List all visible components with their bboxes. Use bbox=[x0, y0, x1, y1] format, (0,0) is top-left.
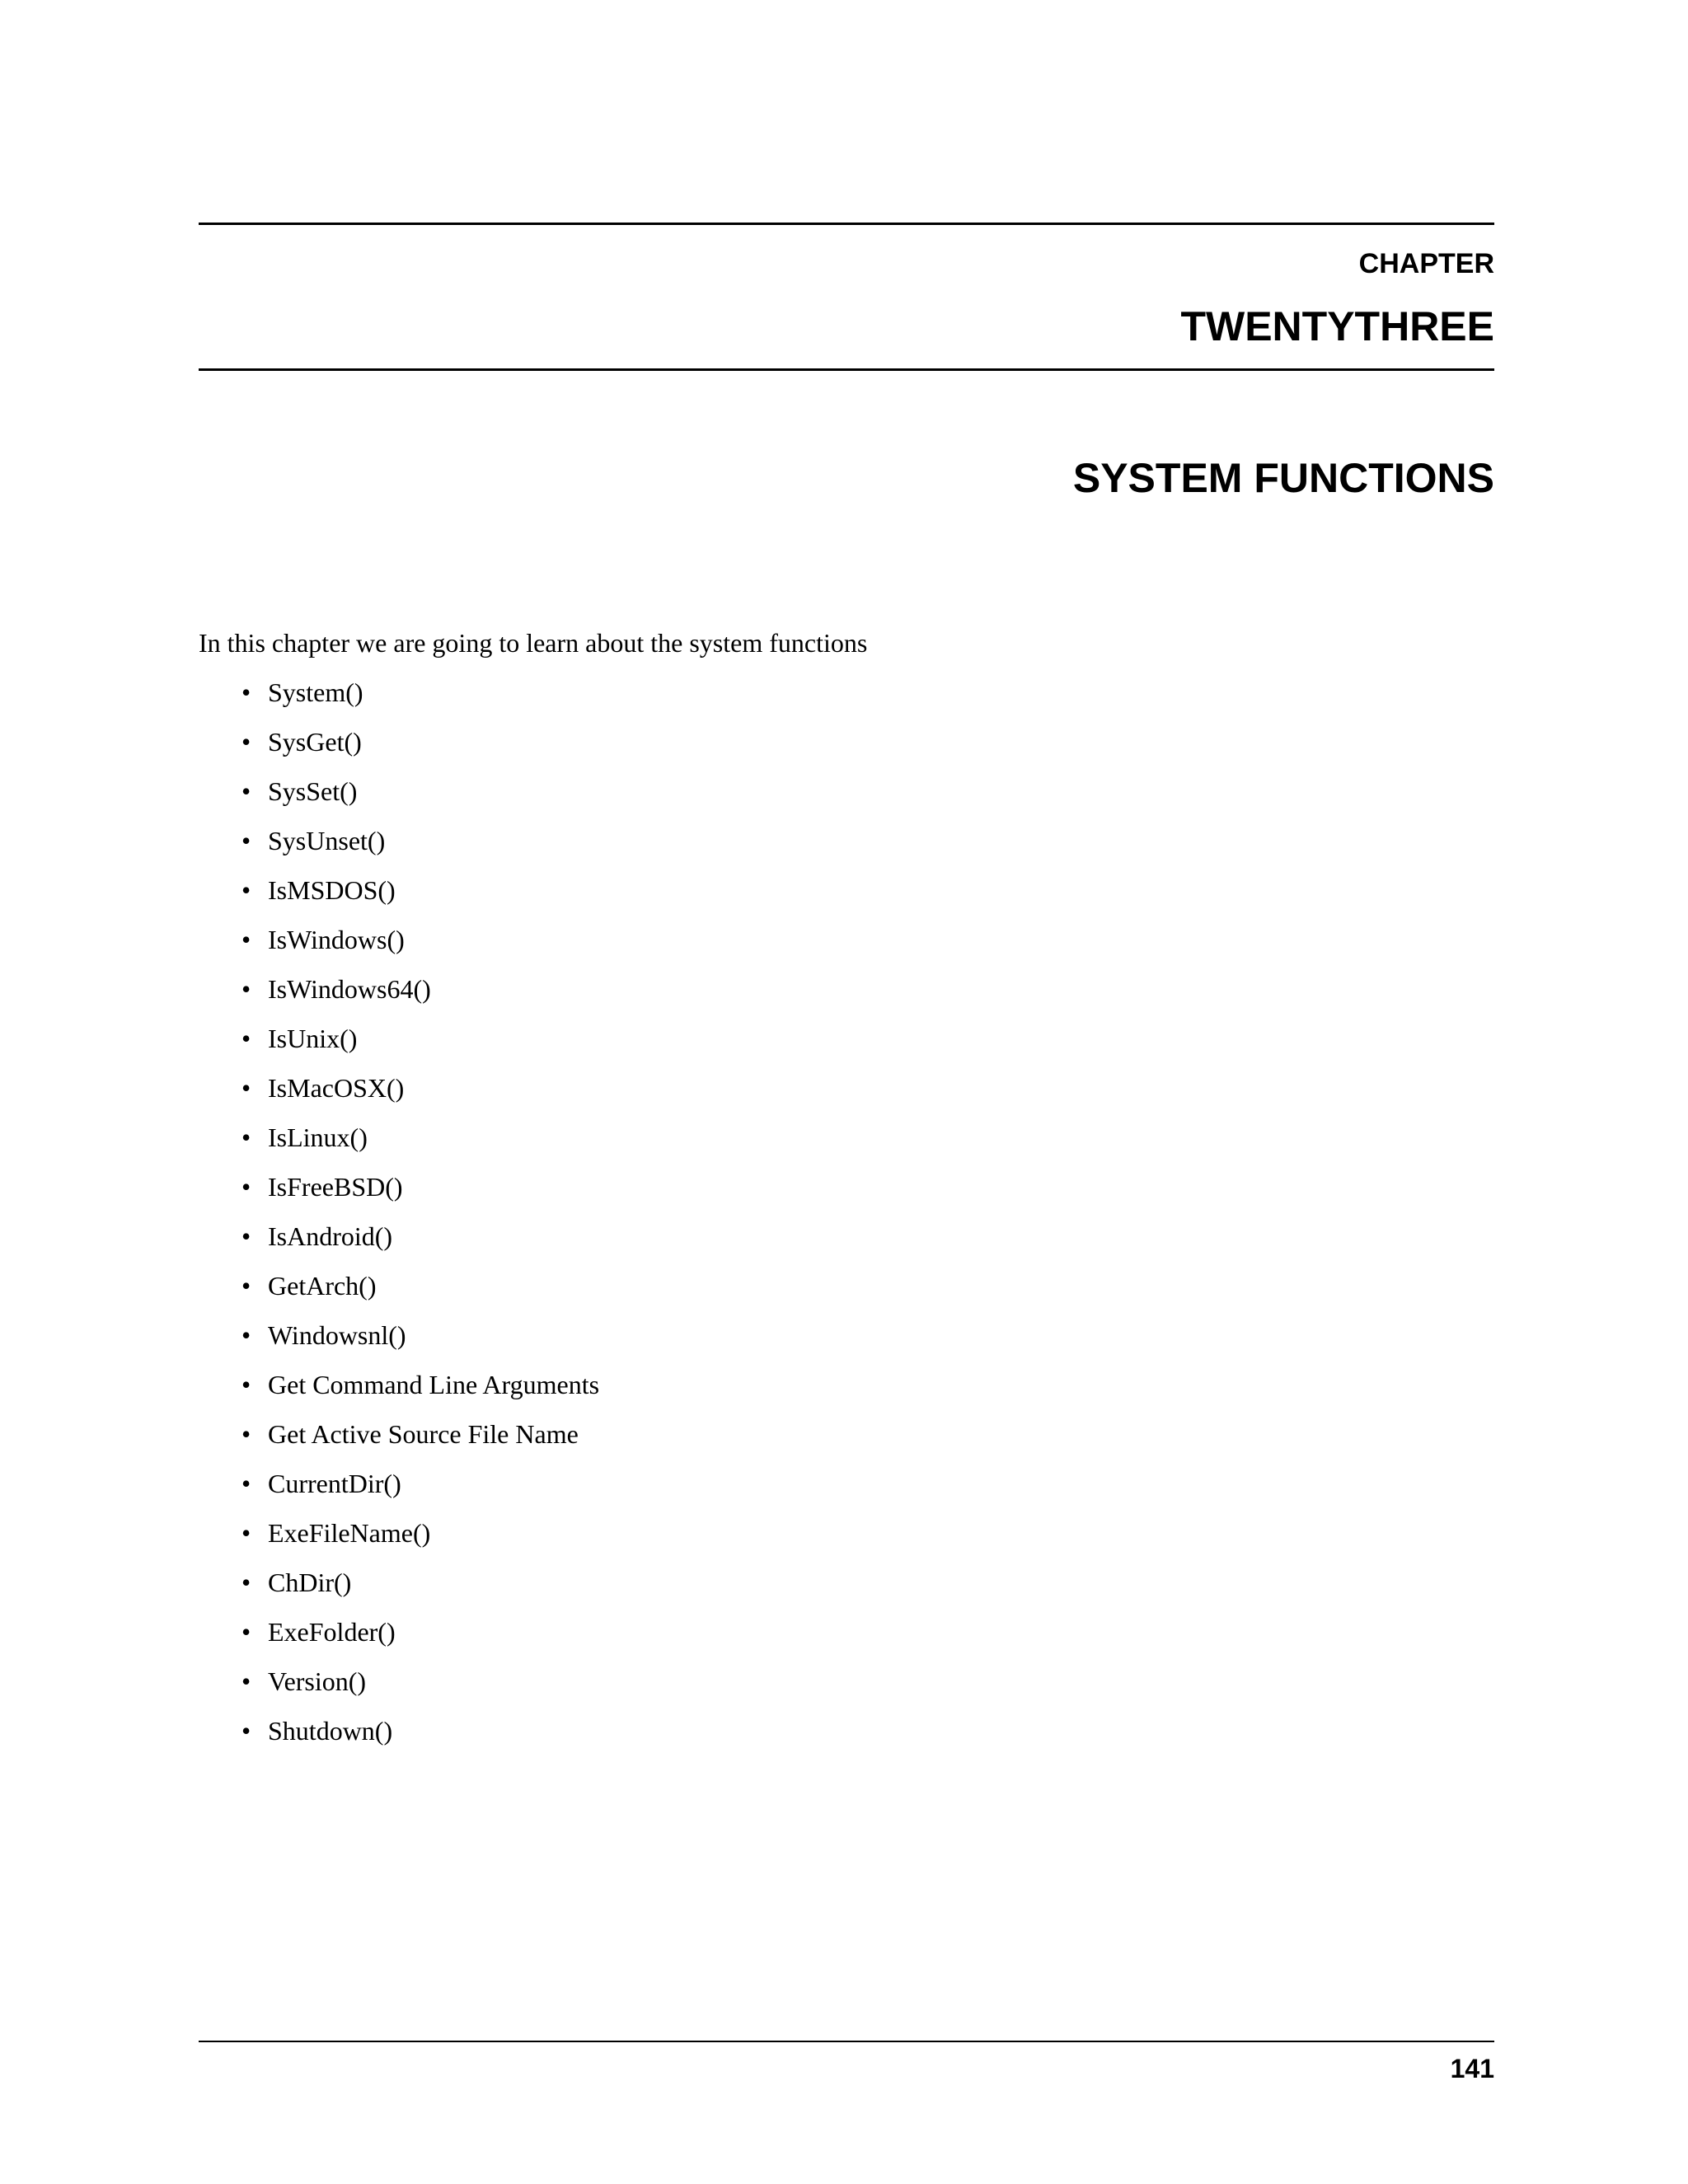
list-item-label: GetArch() bbox=[268, 1271, 377, 1301]
list-item-label: ChDir() bbox=[268, 1568, 352, 1597]
list-item-label: IsLinux() bbox=[268, 1122, 368, 1152]
list-item-label: Version() bbox=[268, 1666, 367, 1696]
chapter-bottom-rule bbox=[199, 368, 1494, 371]
list-item-label: CurrentDir() bbox=[268, 1469, 401, 1498]
bullet-icon: • bbox=[241, 1172, 251, 1202]
list-item-label: Get Command Line Arguments bbox=[268, 1370, 600, 1399]
list-item-label: IsAndroid() bbox=[268, 1221, 393, 1251]
bullet-icon: • bbox=[241, 1320, 251, 1350]
bullet-icon: • bbox=[241, 974, 251, 1004]
list-item-label: IsWindows64() bbox=[268, 974, 431, 1004]
list-item-label: SysSet() bbox=[268, 776, 358, 806]
bullet-icon: • bbox=[241, 1716, 251, 1746]
list-item-label: IsFreeBSD() bbox=[268, 1172, 403, 1202]
intro-paragraph: In this chapter we are going to learn about the system functions bbox=[199, 628, 868, 658]
bullet-icon: • bbox=[241, 1271, 251, 1301]
bullet-icon: • bbox=[241, 1666, 251, 1696]
list-item-label: Windowsnl() bbox=[268, 1320, 406, 1350]
bullet-icon: • bbox=[241, 1469, 251, 1498]
bullet-icon: • bbox=[241, 1518, 251, 1548]
bullet-icon: • bbox=[241, 1419, 251, 1449]
bullet-icon: • bbox=[241, 727, 251, 757]
bullet-icon: • bbox=[241, 1024, 251, 1053]
list-item-label: Shutdown() bbox=[268, 1716, 393, 1746]
chapter-top-rule bbox=[199, 223, 1494, 225]
list-item-label: IsUnix() bbox=[268, 1024, 358, 1053]
bullet-icon: • bbox=[241, 1073, 251, 1103]
list-item-label: ExeFolder() bbox=[268, 1617, 396, 1647]
bullet-icon: • bbox=[241, 1617, 251, 1647]
chapter-number: TWENTYTHREE bbox=[1180, 303, 1494, 349]
bullet-icon: • bbox=[241, 1221, 251, 1251]
list-item-label: SysUnset() bbox=[268, 826, 386, 855]
bullet-icon: • bbox=[241, 776, 251, 806]
list-item-label: SysGet() bbox=[268, 727, 362, 757]
list-item-label: ExeFileName() bbox=[268, 1518, 431, 1548]
bullet-icon: • bbox=[241, 826, 251, 855]
page-title: SYSTEM FUNCTIONS bbox=[1072, 455, 1494, 501]
chapter-label: CHAPTER bbox=[1358, 248, 1494, 279]
bullet-icon: • bbox=[241, 1568, 251, 1597]
list-item-label: System() bbox=[268, 677, 363, 707]
list-item-label: IsMSDOS() bbox=[268, 875, 396, 905]
footer-rule bbox=[199, 2041, 1494, 2042]
bullet-icon: • bbox=[241, 1122, 251, 1152]
bullet-icon: • bbox=[241, 677, 251, 707]
list-item-label: IsMacOSX() bbox=[268, 1073, 405, 1103]
bullet-icon: • bbox=[241, 875, 251, 905]
page-number: 141 bbox=[1450, 2054, 1494, 2083]
bullet-icon: • bbox=[241, 925, 251, 954]
bullet-icon: • bbox=[241, 1370, 251, 1399]
list-item-label: IsWindows() bbox=[268, 925, 405, 954]
list-item-label: Get Active Source File Name bbox=[268, 1419, 579, 1449]
